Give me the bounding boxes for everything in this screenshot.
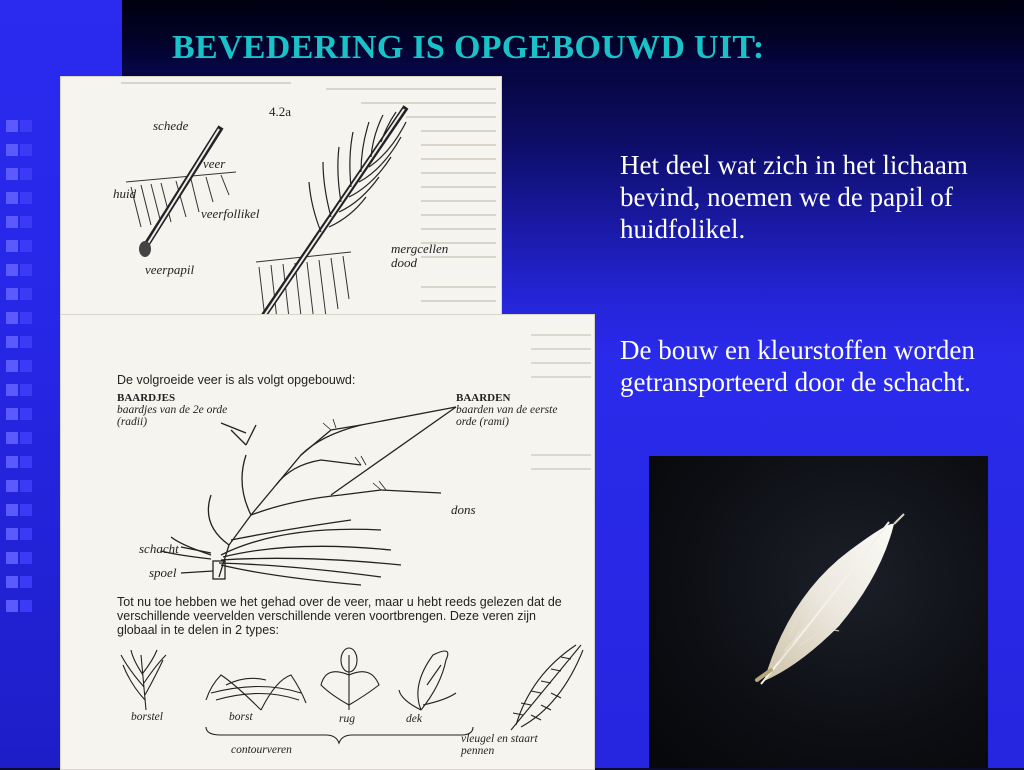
label-veerpapil: veerpapil [145, 262, 195, 277]
label-contourveren: contourveren [231, 744, 292, 756]
label-mergcellen-dood: mergcellen dood [391, 241, 449, 270]
label-borstel: borstel [131, 711, 163, 723]
paragraph-papil: Het deel wat zich in het lichaam bevind, noemen we de papil of huidfolikel. [620, 150, 968, 244]
feather-image [649, 456, 988, 768]
label-veerfollikel: veerfollikel [201, 206, 260, 221]
label-huid: huid [113, 186, 137, 201]
label-borst: borst [229, 711, 253, 723]
label-spoel: spoel [149, 565, 177, 580]
feather-photo [649, 456, 988, 768]
slide-title: BEVEDERING IS OPGEBOUWD UIT: [172, 29, 765, 66]
label-baarden-heading: BAARDEN [456, 392, 511, 404]
decor-squares [6, 120, 56, 624]
figure-number: 4.2a [269, 104, 292, 119]
label-baardjes-heading: BAARDJES [117, 392, 176, 404]
label-vleugel: vleugel en staart pennen [461, 733, 538, 757]
label-veer: veer [203, 156, 226, 171]
label-rug: rug [339, 713, 355, 725]
label-baardjes-sub: baardjes van de 2e orde (radii) [117, 404, 228, 428]
feather-anatomy-diagram [60, 314, 595, 770]
label-dek: dek [406, 713, 422, 725]
label-schacht: schacht [139, 541, 179, 556]
anatomy-body-text: Tot nu toe hebben we het gehad over de veer, maar u hebt reeds gelezen dat de verschillende veervelden verschillende veren voortbrengen. Deze veren zijn globaal in te delen in 2 types: [117, 595, 562, 637]
anatomy-intro: De volgroeide veer is als volgt opgebouwd: [117, 373, 356, 387]
label-schede: schede [153, 118, 189, 133]
paragraph-schacht: De bouw en kleurstoffen worden getransporteerd door de schacht. [620, 335, 975, 397]
label-dons: dons [451, 502, 476, 517]
label-baarden-sub: baarden van de eerste orde (rami) [456, 404, 558, 428]
